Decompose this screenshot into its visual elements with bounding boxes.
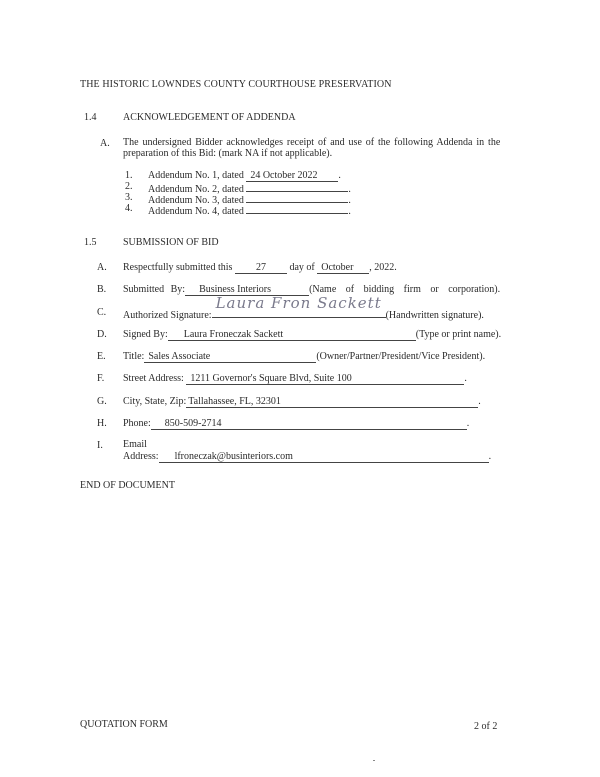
field-label: Authorized Signature:	[123, 310, 212, 321]
field-note: (Handwritten signature).	[385, 310, 484, 321]
addendum-date-field[interactable]: 24 October 2022	[246, 170, 338, 182]
signature-row	[123, 294, 484, 321]
street-address-field[interactable]: 1211 Governor's Square Blvd, Suite 100	[186, 373, 464, 385]
field-note: (Name of bidding firm or corporation).	[309, 284, 501, 295]
phone-row: Phone: 850-509-2714 .	[123, 418, 470, 429]
item-letter: H.	[97, 418, 107, 429]
city-state-zip-field[interactable]: Tallahassee, FL, 32301	[186, 396, 478, 408]
signature-field[interactable]	[212, 294, 386, 318]
field-label: Submitted By:	[123, 284, 186, 295]
item-letter: A.	[100, 138, 110, 149]
item-letter: I.	[97, 440, 103, 451]
addendum-label: Addendum No. 1, dated	[148, 170, 244, 181]
title-row	[123, 351, 485, 363]
section-number: 1.4	[84, 112, 97, 123]
item-letter: D.	[97, 329, 107, 340]
item-letter: C.	[97, 307, 107, 318]
addendum-num: 4.	[125, 203, 133, 214]
year-text: , 2022.	[369, 262, 397, 273]
addendum-date-field[interactable]	[246, 181, 348, 192]
email-label-line1: Email	[123, 439, 147, 450]
title-field[interactable]: Sales Associate	[144, 351, 316, 363]
field-note: (Type or print name).	[415, 329, 502, 340]
item-letter: B.	[97, 284, 107, 295]
item-letter: F.	[97, 373, 105, 384]
addendum-num: 1.	[125, 170, 133, 181]
field-label: City, State, Zip:	[123, 396, 187, 407]
section-title: SUBMISSION OF BID	[123, 237, 219, 248]
addendum-label: Addendum No. 4, dated	[148, 206, 244, 217]
field-label: Street Address:	[123, 373, 184, 384]
email-field[interactable]: lfroneczak@businteriors.com	[159, 451, 489, 463]
footer-form-name: QUOTATION FORM	[80, 719, 168, 730]
item-letter: E.	[97, 351, 106, 362]
addendum-row: Addendum No. 3, dated .	[148, 192, 351, 206]
addendum-num: 3.	[125, 192, 133, 203]
page-number: 2 of 2	[474, 721, 498, 732]
field-label: Address:	[123, 451, 159, 462]
item-text-line: The undersigned Bidder acknowledges receipt of and use of the following Addenda in the	[123, 137, 501, 148]
scan-speck	[373, 760, 375, 761]
date-prefix: Respectfully submitted this	[123, 262, 233, 273]
section-title: ACKNOWLEDGEMENT OF ADDENDA	[123, 112, 296, 123]
item-letter: G.	[97, 396, 107, 407]
item-text-line: preparation of this Bid: (mark NA if not applicable).	[123, 148, 333, 159]
month-field[interactable]: October	[317, 262, 369, 274]
addendum-row: Addendum No. 1, dated 24 October 2022 .	[148, 170, 341, 181]
addendum-label: Addendum No. 2, dated	[148, 184, 244, 195]
addendum-row: Addendum No. 4, dated .	[148, 203, 351, 217]
addendum-num: 2.	[125, 181, 133, 192]
addendum-date-field[interactable]	[246, 203, 348, 214]
date-mid: day of	[289, 262, 315, 273]
email-row: Address: lfroneczak@businteriors.com .	[123, 451, 492, 462]
submitted-date-row	[123, 262, 397, 274]
signed-by-row	[123, 329, 501, 341]
city-state-zip-row: City, State, Zip: Tallahassee, FL, 32301 .	[123, 396, 481, 407]
addendum-row: Addendum No. 2, dated .	[148, 181, 351, 195]
field-label: Signed By:	[123, 329, 168, 340]
addendum-date-field[interactable]	[246, 192, 348, 203]
signed-by-field[interactable]: Laura Froneczak Sackett	[168, 329, 416, 341]
submitted-by-field[interactable]: Business Interiors	[185, 284, 309, 296]
field-note: (Owner/Partner/President/Vice President).	[316, 351, 486, 362]
handwritten-signature: Laura Fron Sackett	[215, 294, 382, 312]
document-header: THE HISTORIC LOWNDES COUNTY COURTHOUSE PRESERVATION	[80, 79, 392, 90]
item-letter: A.	[97, 262, 107, 273]
phone-field[interactable]: 850-509-2714	[151, 418, 467, 430]
end-of-document: END OF DOCUMENT	[80, 480, 175, 491]
section-number: 1.5	[84, 237, 97, 248]
field-label: Title:	[123, 351, 145, 362]
addendum-label: Addendum No. 3, dated	[148, 195, 244, 206]
day-field[interactable]: 27	[235, 262, 287, 274]
field-label: Phone:	[123, 418, 151, 429]
street-address-row: Street Address: 1211 Governor's Square Blvd, Suite 100 .	[123, 373, 467, 384]
